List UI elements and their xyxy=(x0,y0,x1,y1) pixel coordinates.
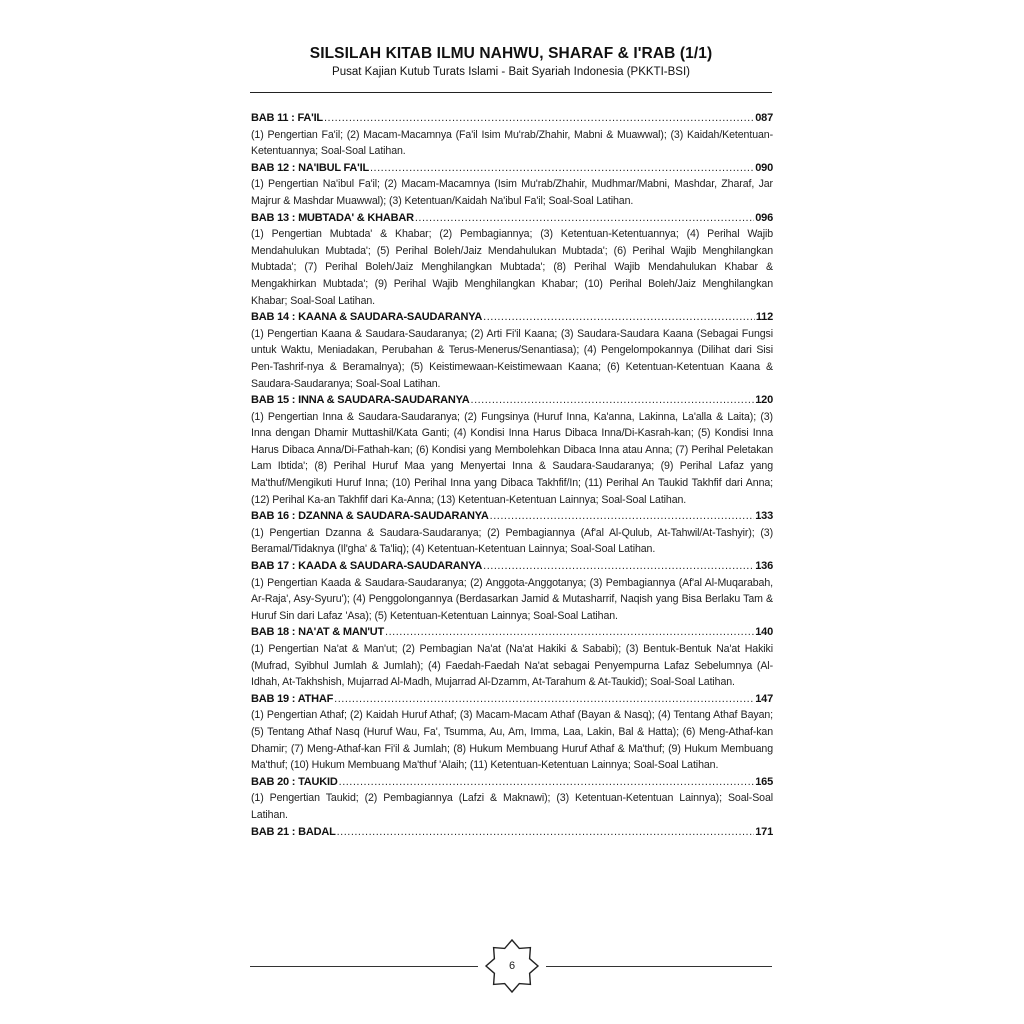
toc-entry-description: (1) Pengertian Inna & Saudara-Saudaranya; (2) Fungsinya (Huruf Inna, Ka'anna, Lakinna, La'alla & Laita); (3) Inna dengan Dhamir Muttashil/Kata Ganti; (4) Kondisi Inna Harus Dibaca Inna/Di-Kasrah-kan; (5) Kondisi Inna Harus Dibaca Anna/Di-Fathah-kan; (6) Kondisi yang Membolehkan Dibaca Inna atau Anna; (7) Perihal Peletakan Lam Ibtida'; (8) Perihal Huruf Maa yang Menyertai Inna & Saudara-Saudaranya; (9) Perihal Lafaz yang Ma'thuf/Mengikuti Huruf Inna; (10) Perihal Inna yang Dibaca Takhfif/In; (11) Perihal An Taukid Takhfif dari Anna; (12) Perihal Ka-an Takhfif dari Ka-Anna; (13) Ketentuan-Ketentuan Lainnya; Soal-Soal Latihan. xyxy=(251,410,773,506)
dot-leader xyxy=(334,691,754,708)
toc-entry-heading xyxy=(251,160,773,177)
toc-entry-heading xyxy=(251,774,773,791)
toc-entry-description: (1) Pengertian Fa'il; (2) Macam-Macamnya (Fa'il Isim Mu'rab/Zhahir, Mabni & Muawwal); (3) Kaidah/Ketentuan-Ketentuannya; Soal-Soal Latihan. xyxy=(251,128,773,158)
toc-entry-title: BAB 15 : INNA & SAUDARA-SAUDARANYA xyxy=(251,394,470,407)
toc-entry-page: 147 xyxy=(755,692,773,705)
toc-entry-title: BAB 12 : NA'IBUL FA'IL xyxy=(251,161,369,174)
toc-entry-page: 171 xyxy=(755,825,773,838)
toc-entry xyxy=(251,160,773,210)
dot-leader xyxy=(385,624,754,641)
toc-entry-page: 136 xyxy=(755,560,773,573)
toc-entry-page: 096 xyxy=(755,211,773,224)
footer-divider-right xyxy=(546,966,772,967)
toc-entry-page: 133 xyxy=(755,510,773,523)
toc-entry-heading xyxy=(251,210,773,227)
toc-entry xyxy=(251,508,773,558)
toc-entry-title: BAB 17 : KAADA & SAUDARA-SAUDARANYA xyxy=(251,560,483,573)
toc-entry xyxy=(251,210,773,310)
toc-entry-description: (1) Pengertian Mubtada' & Khabar; (2) Pembagiannya; (3) Ketentuan-Ketentuannya; (4) Perihal Wajib Mendahulukan Mubtada'; (5) Perihal Boleh/Jaiz Mendahulukan Mubtada'; (6) Perihal Wajib Menghilangkan Mubtada'; (7) Perihal Boleh/Jaiz Menghilangkan Mubtada'; (8) Perihal Wajib Mendahulukan Khabar & Mengakhirkan Mubtada'; (9) Perihal Wajib Menghilangkan Khabar; (10) Perihal Boleh/Jaiz Menghilangkan Khabar; Soal-Soal Latihan. xyxy=(251,228,773,307)
toc-entry xyxy=(251,824,773,841)
dot-leader xyxy=(483,309,755,326)
toc-entry-heading xyxy=(251,558,773,575)
toc-entry-page: 140 xyxy=(755,626,773,639)
toc-entry-description: (1) Pengertian Taukid; (2) Pembagiannya (Lafzi & Maknawi); (3) Ketentuan-Ketentuan Lainnya); Soal-Soal Latihan. xyxy=(251,792,773,821)
toc-entry-heading xyxy=(251,110,773,127)
header-divider xyxy=(250,92,772,93)
page-subtitle: Pusat Kajian Kutub Turats Islami - Bait Syariah Indonesia (PKKTI-BSI) xyxy=(332,66,690,78)
page-title: SILSILAH KITAB ILMU NAHWU, SHARAF & I'RAB (1/1) xyxy=(309,45,713,62)
dot-leader xyxy=(324,110,754,127)
toc-entry-title: BAB 21 : BADAL xyxy=(251,825,336,838)
toc-entry-description: (1) Pengertian Athaf; (2) Kaidah Huruf Athaf; (3) Macam-Macam Athaf (Bayan & Nasq); (4) Tentang Athaf Bayan; (5) Tentang Athaf Nasq (Huruf Wau, Fa', Tsumma, Au, Am, Imma, Laa, Lakin, Bal & Hatta); (6) Meng-Athaf-kan Dhamir; (7) Meng-Athaf-kan Fi'il & Jumlah; (8) Hukum Membuang Huruf Athaf & Ma'thuf; (9) Hukum Membuang Ma'thuf; (10) Hukum Membuang Ma'thuf 'Alaih; (11) Ketentuan-Ketentuan Lainnya; Soal-Soal Latihan. xyxy=(251,709,773,772)
toc-entry xyxy=(251,774,773,824)
toc-entry-heading xyxy=(251,691,773,708)
footer-divider-left xyxy=(250,966,478,967)
page-number-badge xyxy=(484,938,540,994)
toc-entry xyxy=(251,691,773,774)
toc-entry-title: BAB 20 : TAUKID xyxy=(251,775,338,788)
toc-entry-description: (1) Pengertian Na'ibul Fa'il; (2) Macam-Macamnya (Isim Mu'rab/Zhahir, Mudhmar/Mabni, Mashdar, Zharaf, Jar Majrur & Mashdar Muawwal); (3) Ketentuan/Kaidah Na'ibul Fa'il; Soal-Soal Latihan. xyxy=(251,178,773,207)
toc-entry-title: BAB 18 : NA'AT & MAN'UT xyxy=(251,626,385,639)
toc-entry-page: 090 xyxy=(755,161,773,174)
dot-leader xyxy=(370,160,754,177)
table-of-contents xyxy=(251,110,773,840)
dot-leader xyxy=(337,824,755,841)
toc-entry-description: (1) Pengertian Na'at & Man'ut; (2) Pembagian Na'at (Na'at Hakiki & Sababi); (3) Bentuk-Bentuk Na'at Hakiki (Mufrad, Syibhul Jumlah & Jumlah); (4) Faedah-Faedah Na'at sebagai Penyempurna Lafaz Sebelumnya (Al-Idhah, At-Takhshish, Mujarrad Al-Madh, Mujarrad Al-Dzamm, At-Tarahum & At-Taukid); Soal-Soal Latihan. xyxy=(251,643,773,689)
toc-entry-heading xyxy=(251,824,773,841)
toc-entry-page: 165 xyxy=(755,775,773,788)
dot-leader xyxy=(483,558,754,575)
toc-entry-heading xyxy=(251,309,773,326)
dot-leader xyxy=(339,774,755,791)
toc-entry-title: BAB 16 : DZANNA & SAUDARA-SAUDARANYA xyxy=(251,510,489,523)
toc-entry-title: BAB 19 : ATHAF xyxy=(251,692,334,705)
toc-entry-heading xyxy=(251,624,773,641)
page-number: 6 xyxy=(508,960,516,972)
toc-entry-page: 120 xyxy=(755,394,773,407)
toc-entry-title: BAB 11 : FA'IL xyxy=(251,112,323,124)
toc-entry xyxy=(251,110,773,160)
dot-leader xyxy=(415,210,754,227)
toc-entry xyxy=(251,392,773,508)
toc-entry-description: (1) Pengertian Dzanna & Saudara-Saudaranya; (2) Pembagiannya (Af'al Al-Qulub, At-Tahwil/At-Tashyir); (3) Beramal/Tidaknya (Il'gha' & Ta'liq); (4) Ketentuan-Ketentuan Lainnya; Soal-Soal Latihan. xyxy=(251,526,773,556)
dot-leader xyxy=(471,392,755,409)
toc-entry xyxy=(251,624,773,690)
page-header xyxy=(250,44,772,80)
toc-entry-page: 112 xyxy=(755,311,773,324)
toc-entry-title: BAB 14 : KAANA & SAUDARA-SAUDARANYA xyxy=(251,311,483,324)
toc-entry-heading xyxy=(251,508,773,525)
toc-entry-description: (1) Pengertian Kaana & Saudara-Saudaranya; (2) Arti Fi'il Kaana; (3) Saudara-Saudara Kaana (Sebagai Fungsi untuk Waktu, Meniadakan, Perubahan & Terus-Menerus/Senantiasa); (4) Pengelompokannya (Dilihat dari Sisi Pen-Tashrif-nya & Beramalnya); (5) Keistimewaan-Keistimewaan Kaana; (6) Ketentuan-Ketentuan Kaana & Saudara-Saudaranya; Soal-Soal Latihan. xyxy=(251,327,773,390)
toc-entry-heading xyxy=(251,392,773,409)
toc-entry-title: BAB 13 : MUBTADA' & KHABAR xyxy=(251,211,414,224)
toc-entry xyxy=(251,558,773,624)
toc-entry-page: 087 xyxy=(755,112,773,124)
toc-entry-description: (1) Pengertian Kaada & Saudara-Saudaranya; (2) Anggota-Anggotanya; (3) Pembagiannya (Af'al Al-Muqarabah, Ar-Raja', Asy-Syuru'); (4) Penggolongannya (Berdasarkan Jamid & Mutasharrif, Naqish yang Bisa Berlaku Tam & Huruf Sin dari Lafaz 'Asa); (5) Ketentuan-Ketentuan Lainnya; Soal-Soal Latihan. xyxy=(251,576,773,622)
dot-leader xyxy=(490,508,755,525)
toc-entry xyxy=(251,309,773,392)
